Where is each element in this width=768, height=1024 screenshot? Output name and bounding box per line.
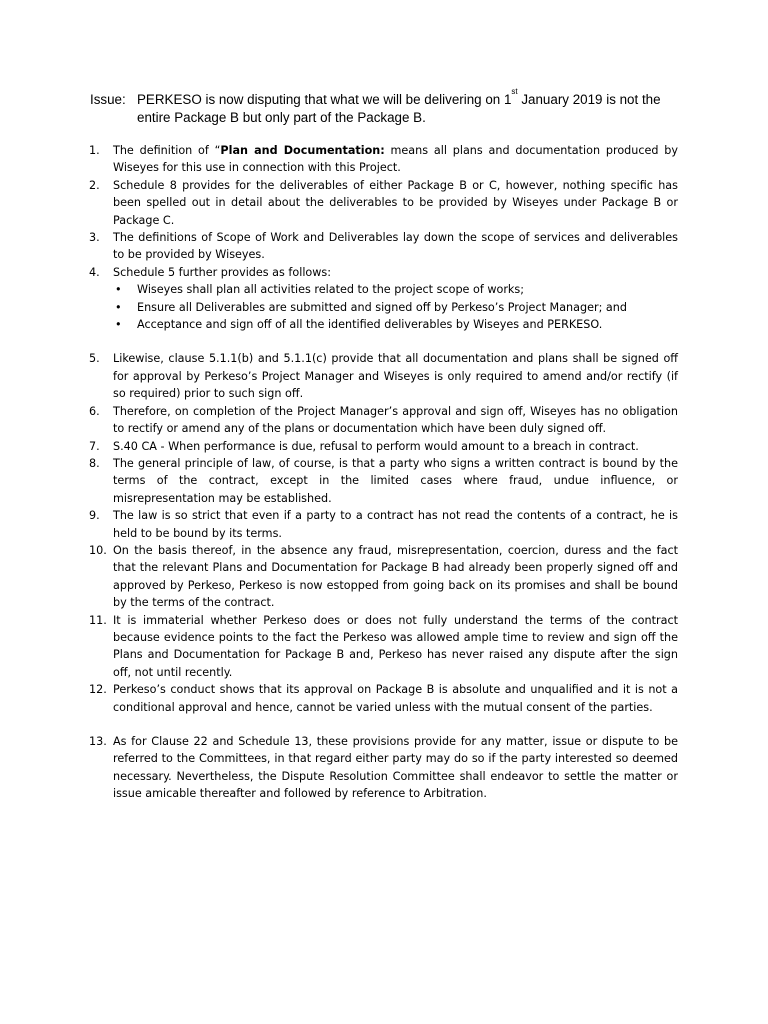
issue-line-1 [137, 86, 690, 109]
item-number: 1. [89, 144, 100, 157]
bullet-icon: • [115, 300, 122, 314]
issue-text [137, 86, 690, 127]
list-item-8 [89, 455, 678, 507]
item-text: On the basis thereof, in the absence any fraud, misrepresentation, coercion, duress and the fact that the relevant Plans and Documentation for Package B had already been properly signed off and approved by Perkeso, Perkeso is now estopped from going back on its promises and shall be bound by the terms of the contract. [113, 543, 678, 610]
list-item-11 [89, 612, 678, 682]
item-text-lead: The definition of “ [113, 144, 221, 157]
item-number: 3. [89, 231, 100, 245]
defined-term: Plan and Documentation: [220, 144, 385, 157]
item-text [113, 144, 678, 174]
item-text: Perkeso’s conduct shows that its approval on Package B is absolute and unqualified and it is not a conditional approval and hence, cannot be varied unless with the mutual consent of the parties. [113, 683, 678, 714]
bullet-icon: • [115, 283, 122, 297]
item-number: 2. [89, 178, 100, 192]
bullet-text: Acceptance and sign off of all the identified deliverables by Wiseyes and PERKESO. [137, 318, 603, 332]
item-text-rest: means all plans and documentation produced by Wiseyes for this use in connection with this Project. [113, 144, 678, 175]
item-number: 4. [89, 265, 100, 279]
bullet-text: Wiseyes shall plan all activities related to the project scope of works; [137, 283, 524, 297]
list-item-4 [89, 264, 678, 334]
item-number: 12. [89, 683, 107, 697]
item-text: Likewise, clause 5.1.1(b) and 5.1.1(c) provide that all documentation and plans shall be signed off for approval by Perkeso’s Project Manager and Wiseyes is only required to amend and/or rectify (if so required) prior to such sign off. [113, 352, 678, 401]
list-item-2 [89, 177, 678, 229]
list-item-3 [89, 229, 678, 264]
issue-statement [90, 86, 690, 127]
item-number: 9. [89, 509, 100, 523]
item-text: The law is so strict that even if a party to a contract has not read the contents of a contract, he is held to be bound by its terms. [113, 509, 678, 540]
item-text: Schedule 8 provides for the deliverables of either Package B or C, however, nothing specific has been spelled out in detail about the deliverables to be provided by Wiseyes under Package B or Package C. [113, 178, 678, 227]
item-number: 13. [89, 735, 107, 748]
item-text: Schedule 5 further provides as follows: [113, 265, 332, 279]
item-text: It is immaterial whether Perkeso does or does not fully understand the terms of the contract because evidence points to the fact the Perkeso was allowed ample time to review and sign off the Plans and Documentation for Package B and, Perkeso has never raised any dispute after the sign off, not until recently. [113, 613, 678, 679]
list-item-1 [89, 142, 678, 177]
item-text: S.40 CA - When performance is due, refusal to perform would amount to a breach in contract. [113, 439, 639, 453]
item-text: The definitions of Scope of Work and Deliverables lay down the scope of services and deliverables to be provided by Wiseyes. [113, 231, 678, 262]
item-number: 11. [89, 613, 107, 627]
issue-text-part-1: PERKESO is now disputing that what we will be delivering on 1 [137, 92, 512, 107]
list-item-10 [89, 542, 678, 612]
bullet-text: Ensure all Deliverables are submitted and signed off by Perkeso’s Project Manager; and [137, 300, 627, 314]
bullet-item [113, 316, 678, 333]
item-number: 8. [89, 456, 100, 470]
bullet-item [113, 281, 678, 298]
bullet-item [113, 299, 678, 316]
item-number: 6. [89, 404, 100, 418]
ordinal-suffix: st [511, 86, 518, 96]
list-item-5 [89, 350, 678, 402]
bullet-icon: • [115, 318, 122, 332]
item-text: Therefore, on completion of the Project Manager’s approval and sign off, Wiseyes has no obligation to rectify or amend any of the plans or documentation which have been duly signed off. [113, 404, 678, 436]
list-item-6 [89, 403, 678, 438]
item-number: 5. [89, 352, 100, 366]
item-text: The general principle of law, of course, is that a party who signs a written contract is bound by the terms of the contract, except in the limited cases where fraud, undue influence, or misrepresentation may be established. [113, 456, 678, 505]
list-item-7 [89, 438, 678, 455]
issue-label: Issue: [90, 92, 126, 107]
paragraph-spacer [89, 333, 678, 350]
issue-line-2: entire Package B but only part of the Package B. [137, 110, 426, 125]
numbered-list [89, 142, 678, 803]
item-number: 10. [89, 543, 107, 557]
paragraph-spacer [89, 716, 678, 733]
bullet-list [113, 281, 678, 333]
item-text: As for Clause 22 and Schedule 13, these provisions provide for any matter, issue or dispute to be referred to the Committees, in that regard either party may do so if the party interested so deemed necessary. Nevertheless, the Dispute Resolution Committee shall endeavor to settle the matter or issue amicable thereafter and followed by reference to Arbitration. [113, 735, 678, 801]
item-number: 7. [89, 439, 100, 453]
list-item-13 [89, 733, 678, 803]
list-item-9 [89, 507, 678, 542]
list-item-12 [89, 681, 678, 716]
issue-text-part-2: January 2019 is not the [517, 92, 661, 107]
